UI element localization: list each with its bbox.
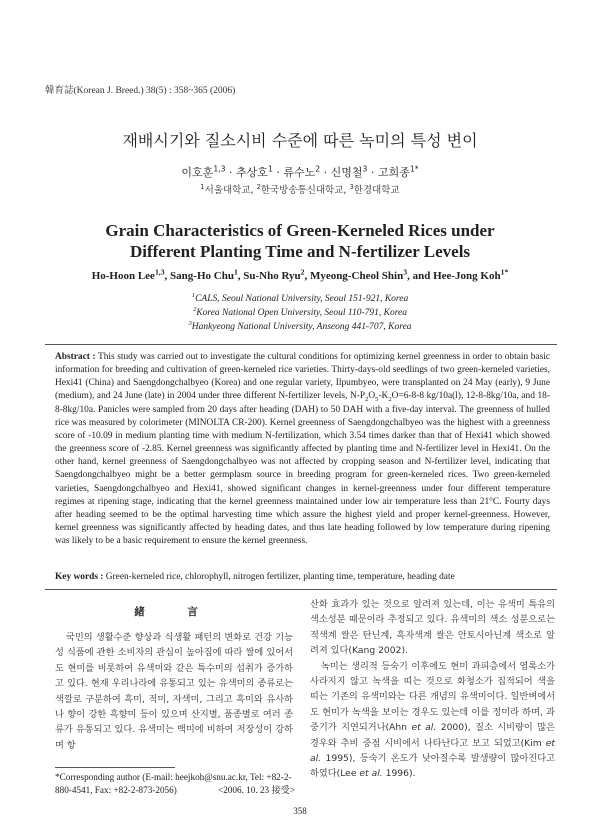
english-authors: Ho-Hoon Lee$^{1,3}$, Sang-Ho Chu$^1$, Su-Nho Ryu$^2$, Myeong-Cheol Shin$^3$, and Hee-Jong Koh$^{1*}$ xyxy=(91,267,509,282)
author: 추상호 xyxy=(236,166,268,179)
author-sup: 1,3 xyxy=(213,164,226,174)
footnote-rule xyxy=(55,767,175,768)
author-sup: 1* xyxy=(500,267,509,277)
keywords xyxy=(55,571,550,584)
abstract-top-rule xyxy=(45,344,557,345)
abstract: Abstract : This study was carried out to investigate the cultural conditions for optimizing kernel greenness in order to obtain basic information for breeding and cultivation of green-kerneled rice varieties. Thirty-days-old seedlings of two green-kerneled varieties, Hexi41 (China) and Saengdongchalbyeo (Korea) and one regular variety, Ilpumbyeo, were transplanted on 24 May (early), 9 June (medium), and 24 June (late) in 2004 under three different N-fertilizer levels, $N-P_2O_5-K_2O=6-8-8$ kg/10a(l), 12-8-8kg/10a, and 18-8-8kg/10a. Panicles were sampled from 20 days after heading (DAH) to 50 DAH with a five-day interval. The greenness of hulled rice was measured by colorimeter (MINOLTA CR-200). Kernel greenness of Saengdongchalbyeo was the highest with a greenness score of -10.09 in medium planting time with medium N-fertilization, which 3.54 times darker than that of Hexi41 which showed the greenness score of -2.85. Kernel greenness was significantly affected by planting time and N-fertilizer level in Hexi41. On the other hand, kernel greenness of Saengdongchalbyeo was not affected by cropping season and N-fertilizer level, indicating that Saengdongchalbyeo might be a better germplasm source in breeding program for green-kerneled rices. Two green-kerneled varieties, Saengdongchalbyeo and Hexi41, showed significant changes in kernel-greenness under four different temperature regimes at ripening stage, indicating that the kernel greenness maintained under low air temperature less than 21°C. Fourty days after heading seemed to be the optimal harvesting time which assure the highest yield and proper kernel-greenness. However, kernel greenness was significantly affected by heading dates, and thus late heading followed by low temperature during ripening was likely to be a basic requirement to ensure the kernel greenness. xyxy=(55,352,550,547)
footnote xyxy=(55,771,295,796)
author-sup: 3 xyxy=(403,267,408,277)
section-heading: 緒 言 xyxy=(134,606,214,618)
abstract-label: Abstract : xyxy=(55,352,96,362)
author-sup: 1 xyxy=(267,164,273,174)
english-affiliations xyxy=(0,292,600,334)
english-title-line-2: Different Planting Time and N-fertilizer Levels xyxy=(129,242,471,261)
right-column-text xyxy=(310,597,555,782)
author-sup: 2 xyxy=(300,267,305,277)
author: 신명철 xyxy=(330,166,363,179)
author: 이호훈 xyxy=(181,166,214,179)
abstract-text: This study was carried out to investigate the cultural conditions for optimizing kernel greenness in order to obtain basic information for breeding and cultivation of green-kerneled rice varieties. Thirty-days-old seedlings of two green-kerneled varieties, Hexi41 (China) and Saengdongchalbyeo (Korea) and one regular variety, Ilpumbyeo, were transplanted on 24 May (early), 9 June (medium), and 24 June (late) in 2004 under three different N-fertilizer levels, N-P xyxy=(55,352,550,402)
page-number: 358 xyxy=(293,806,307,816)
left-column-text xyxy=(55,630,293,753)
paragraph: 국민의 생활수준 향상과 식생활 패턴의 변화로 건강 기능성 식품에 관한 소비자의 관심이 높아짐에 따라 쌀에 있어서도 현미를 비롯하여 유색미와 같은 특수미의 섭취가 증가하고 있다. 현재 우리나라에 유통되고 있는 유색미의 종류로는 색깔로 구분하여 흑미, 적미, 자색미, 그리고 흑미와 유사하나 향이 강한 흑향미 등이 있으며 산지별, 품종별로 여러 종류가 유통되고 있다. 유색미는 백미에 비하여 저장성이 강하며 항 xyxy=(55,632,293,751)
english-title xyxy=(0,220,600,262)
keywords-text: Green-kerneled rice, chlorophyll, nitrogen fertilizer, planting time, temperature, heading date xyxy=(103,572,455,582)
author-sup: 3 xyxy=(362,164,368,174)
author-sup: 1 xyxy=(233,267,238,277)
affiliation: 한경대학교 xyxy=(353,185,400,196)
footnote-line-2: 880-4541, Fax: +82-2-873-2056) <2006. 10. 23 接受> xyxy=(55,784,295,795)
author-sup: 2 xyxy=(315,164,321,174)
affiliation: 한국방송통신대학교 xyxy=(260,185,344,196)
author: Su-Nho Ryu xyxy=(243,270,301,282)
author: Hee-Jong Koh xyxy=(433,270,501,282)
affiliation: $^1$CALS, Seoul National University, Seoul 151-921, Korea xyxy=(191,291,409,304)
paragraph: 녹미는 생리적 등숙기 이후에도 현미 과피층에서 엽록소가 사라지지 않고 녹색을 띠는 것으로 화청소가 집적되어 색을 띠는 기존의 유색미와는 다른 개념의 유색미이다. 일반벼에서도 현미가 녹색을 보이는 경우도 있는데 이를 정미라 하며, 과중기가 지연되거나(Ahn et al. 2000), 질소 시비량이 많은 경우와 추비 중점 시비에서 나타난다고 보고 되었고(Kim et al. 1995), 등숙기 온도가 낮아질수록 발생량이 많아진다고 하였다(Lee et al. 1996). xyxy=(310,660,555,780)
author: Ho-Hoon Lee xyxy=(91,270,155,282)
korean-affiliations: $^1$서울대학교, $^2$한국방송통신대학교, $^3$한경대학교 xyxy=(200,182,400,196)
keywords-label: Key words : xyxy=(55,572,104,582)
affiliation: $^2$Korea National Open University, Seoul 110-791, Korea xyxy=(192,305,408,318)
author-sup: 1* xyxy=(409,164,419,174)
affiliation: $^3$Hankyeong National University, Anseong 441-707, Korea xyxy=(188,319,412,332)
korean-authors: 이호훈$^{1,3}$ · 추상호$^1$ · 류수노$^2$ · 신명철$^3$ · 고희종$^{1*}$ xyxy=(181,164,419,179)
author: Sang-Ho Chu xyxy=(170,270,234,282)
korean-title: 재배시기와 질소시비 수준에 따른 녹미의 특성 변이 xyxy=(122,131,478,150)
author-sup: 1,3 xyxy=(154,267,165,277)
paragraph: 산화 효과가 있는 것으로 알려져 있는데, 이는 유색미 특유의 색소성분 때문이라 추정되고 있다. 유색미의 색소 성분으로는 적색계 쌀은 탄닌계, 흑자색계 쌀은 안토시아닌계 색소로 알려져 있다(Kang 2002). xyxy=(310,599,555,657)
author: 류수노 xyxy=(283,166,316,179)
author: 고희종 xyxy=(377,166,410,179)
affiliation: 서울대학교 xyxy=(204,185,251,196)
keywords-bottom-rule xyxy=(45,589,557,590)
author: Myeong-Cheol Shin xyxy=(310,270,404,282)
english-title-line-1: Grain Characteristics of Green-Kerneled Rices under xyxy=(105,221,495,240)
footnote-line-1: *Corresponding author (E-mail: heejkoh@snu.ac.kr, Tel: +82-2- xyxy=(55,772,292,782)
journal-citation: 韓育誌(Korean J. Breed.) 38(5) : 358~365 (2006) xyxy=(45,86,236,96)
